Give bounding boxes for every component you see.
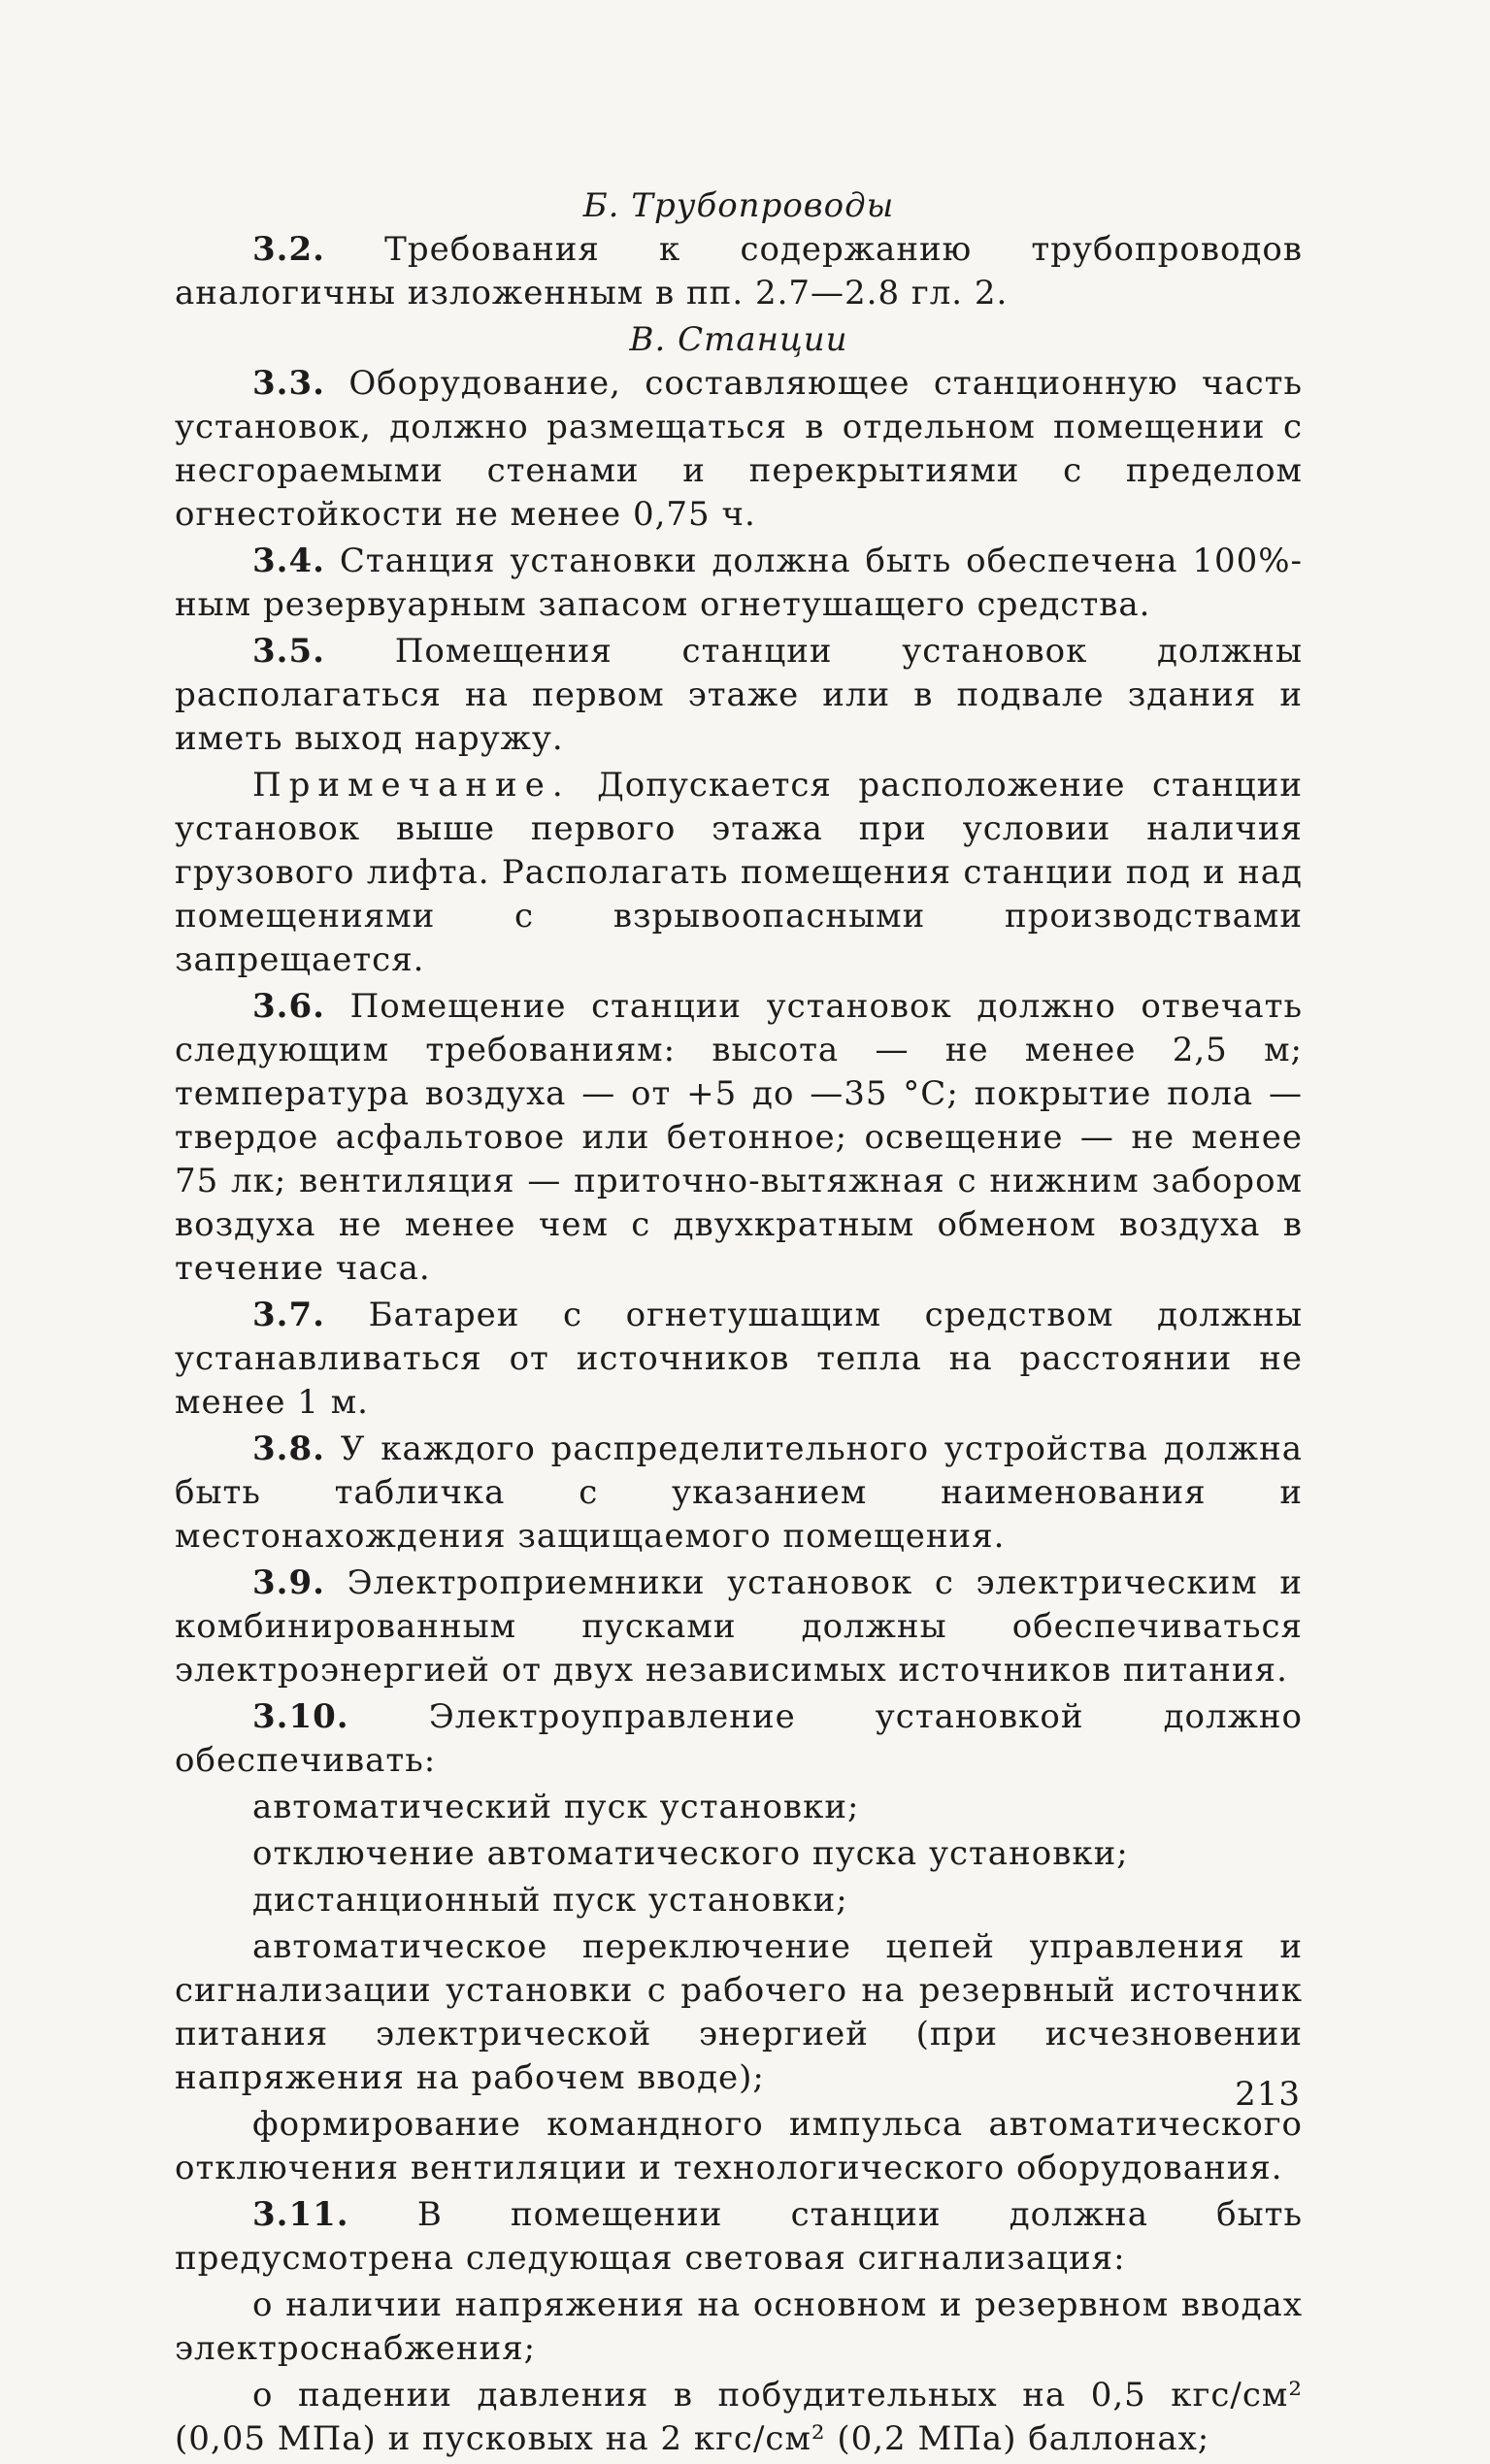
paragraph-text: Помещение станции установок должно отвечать следующим требованиям: высота — не менее 2,5 м; температура воздуха — от +5 до —35 °С; покрытие пола — твердое асфальтовое или бетонное; освещение — не менее 75 лк; вентиляция — приточно-вытяжная с нижним забором воздуха не менее чем с двухкратным обменом воздуха в течение часа. <box>175 987 1303 1288</box>
paragraph-3-7 <box>175 1294 1303 1425</box>
paragraph-text: Электроуправление установкой должно обеспечивать: <box>175 1697 1304 1780</box>
paragraph-3-2 <box>175 228 1303 315</box>
paragraph-text: Электроприемники установок с электрическим и комбинированным пусками должны обеспечиваться электроэнергией от двух независимых источников питания. <box>175 1563 1303 1690</box>
list-item: формирование командного импульса автоматического отключения вентиляции и технологического оборудования. <box>175 2105 1303 2187</box>
paragraph-number: 3.7. <box>252 1296 325 1334</box>
note-paragraph <box>175 764 1303 982</box>
section-heading-stations: В. Станции <box>629 320 848 359</box>
list-item: о падении давления в побудительных на 0,5 кгс/см² (0,05 МПа) и пусковых на 2 кгс/см² (0,2 МПа) баллонах; <box>175 2376 1303 2458</box>
note-label: Примечание. <box>252 766 571 805</box>
paragraph-number: 3.3. <box>252 364 325 403</box>
paragraph-text: Помещения станции установок должны располагаться на первом этаже или в подвале здания и иметь выход наружу. <box>175 632 1304 758</box>
paragraph-text: Станция установки должна быть обеспечена 100%-ным резервуарным запасом огнетушащего средства. <box>175 542 1304 624</box>
paragraph-3-10 <box>175 1695 1303 1783</box>
list-item: дистанционный пуск установки; <box>252 1881 848 1920</box>
list-item: автоматический пуск установки; <box>252 1788 860 1826</box>
list-item: автоматическое переключение цепей управления и сигнализации установки с рабочего на резервный источник питания электрической энергией (при исчезновении напряжения на рабочем вводе); <box>175 1927 1303 2097</box>
paragraph-text: Требования к содержанию трубопроводов аналогичны изложенным в пп. 2.7—2.8 гл. 2. <box>175 230 1303 312</box>
paragraph-number: 3.6. <box>252 987 325 1026</box>
list-item: о наличии напряжения на основном и резервном вводах электроснабжения; <box>175 2285 1303 2368</box>
paragraph-number: 3.9. <box>252 1563 325 1602</box>
paragraph-number: 3.2. <box>252 230 325 269</box>
paragraph-3-9 <box>175 1561 1303 1692</box>
section-heading-pipes: Б. Трубопроводы <box>582 186 895 225</box>
page-content <box>175 184 1303 2464</box>
paragraph-number: 3.11. <box>252 2195 349 2234</box>
paragraph-3-3 <box>175 362 1303 537</box>
list-item: отключение автоматического пуска установки; <box>252 1834 1129 1873</box>
paragraph-3-5 <box>175 630 1303 761</box>
paragraph-3-11 <box>175 2193 1303 2281</box>
note-text: Допускается расположение станции установок выше первого этажа при условии наличия грузового лифта. Располагать помещения станции под и над помещениями с взрывоопасными производствами запрещается. <box>175 766 1303 979</box>
paragraph-text: Батареи с огнетушащим средством должны устанавливаться от источников тепла на расстоянии не менее 1 м. <box>175 1296 1304 1422</box>
paragraph-number: 3.10. <box>252 1697 349 1736</box>
paragraph-3-8 <box>175 1428 1303 1559</box>
paragraph-number: 3.5. <box>252 632 325 671</box>
paragraph-number: 3.8. <box>252 1429 325 1468</box>
paragraph-text: Оборудование, составляющее станционную часть установок, должно размещаться в отдельном помещении с несгораемыми стенами и перекрытиями с пределом огнестойкости не менее 0,75 ч. <box>175 364 1303 534</box>
page-number: 213 <box>1235 2075 1301 2114</box>
paragraph-text: У каждого распределительного устройства должна быть табличка с указанием наименования и местонахождения защищаемого помещения. <box>175 1429 1303 1556</box>
paragraph-3-4 <box>175 540 1303 627</box>
paragraph-3-6 <box>175 985 1303 1291</box>
paragraph-number: 3.4. <box>252 542 325 580</box>
paragraph-text: В помещении станции должна быть предусмотрена следующая световая сигнализация: <box>175 2195 1303 2278</box>
